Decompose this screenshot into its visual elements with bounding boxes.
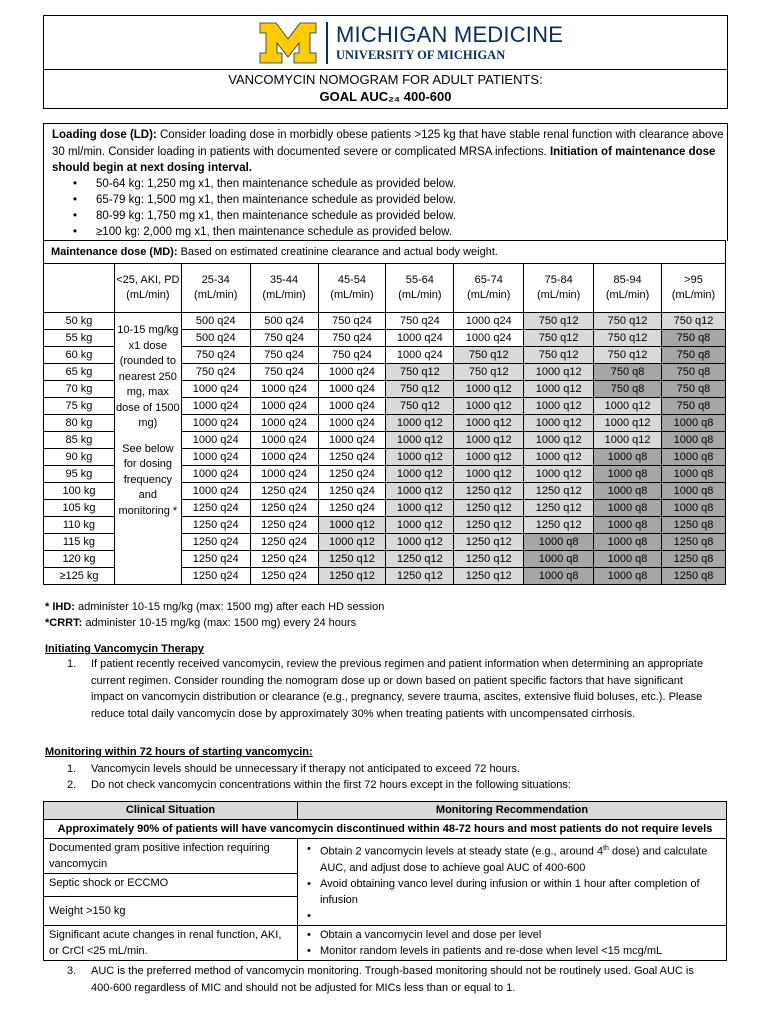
dose-cell: 750 q8 [661, 347, 725, 364]
monitoring-recommendation-header: Monitoring Recommendation [298, 802, 727, 820]
dose-cell: 1000 q8 [661, 483, 725, 500]
dose-cell: 1250 q24 [250, 568, 318, 585]
weight-cell: 60 kg [44, 347, 115, 364]
dose-cell: 1250 q12 [454, 551, 524, 568]
dose-cell: 1000 q12 [594, 415, 662, 432]
dose-cell: 1250 q12 [454, 500, 524, 517]
dose-cell: 500 q24 [181, 330, 250, 347]
dose-cell: 1250 q12 [524, 517, 594, 534]
col-header: 75-84 (mL/min) [524, 264, 594, 313]
monitoring-item-3: 3. AUC is the preferred method of vancomycin monitoring. Trough-based monitoring should not be routinely used. Goal AUC is 400-600 regardless of MIC and should not be adjusted for MICs less than or equal to 1. [67, 965, 694, 994]
dose-cell: 1000 q12 [454, 381, 524, 398]
dose-cell: 1250 q12 [454, 568, 524, 585]
dose-cell: 750 q24 [181, 364, 250, 381]
dose-cell: 1000 q8 [661, 500, 725, 517]
dose-cell: 1250 q24 [250, 483, 318, 500]
dose-cell: 1000 q8 [661, 432, 725, 449]
brand-name: MICHIGAN MEDICINE [336, 22, 564, 47]
dose-cell: 750 q24 [250, 364, 318, 381]
col-header: <25, AKI, PD (mL/min) [114, 264, 181, 313]
dose-cell: 750 q24 [318, 330, 386, 347]
table-header-row [44, 264, 726, 313]
dose-cell: 1000 q12 [386, 534, 454, 551]
dose-cell: 1250 q8 [661, 551, 725, 568]
weight-cell: 70 kg [44, 381, 115, 398]
recommendation-bullet-1: • Obtain 2 vancomycin levels at steady state (e.g., around 4th dose) and calculate AUC, and adjust dose to achieve goal AUC of 400-600 [303, 841, 721, 876]
dose-cell: 1250 q24 [250, 551, 318, 568]
dose-cell: 1000 q8 [661, 449, 725, 466]
dose-cell: 1000 q24 [318, 381, 386, 398]
loading-dose-paragraph [52, 127, 724, 177]
dose-cell: 1000 q24 [181, 415, 250, 432]
recommendation-bullet-3: • Obtain a vancomycin level and dose per level [303, 927, 721, 943]
dose-cell: 1000 q8 [661, 415, 725, 432]
dose-cell: 1000 q12 [386, 517, 454, 534]
col-header: 35-44 (mL/min) [250, 264, 318, 313]
dose-cell: 750 q12 [661, 313, 725, 330]
dose-cell: 1250 q12 [318, 551, 386, 568]
dose-cell: 1000 q24 [386, 347, 454, 364]
weight-cell: 65 kg [44, 364, 115, 381]
dose-cell: 1000 q8 [594, 551, 662, 568]
dose-cell: 1000 q12 [524, 432, 594, 449]
dose-cell: 1250 q8 [661, 534, 725, 551]
dose-cell: 1000 q12 [454, 432, 524, 449]
dose-cell: 1000 q24 [181, 466, 250, 483]
dose-cell: 750 q8 [661, 330, 725, 347]
dose-cell: 1000 q12 [386, 500, 454, 517]
weight-cell: 120 kg [44, 551, 115, 568]
dose-cell: 1250 q24 [181, 568, 250, 585]
dose-cell: 1250 q12 [524, 500, 594, 517]
dose-cell: 1000 q12 [524, 449, 594, 466]
maintenance-dose-label: Maintenance dose (MD): [51, 246, 178, 258]
col-header: 85-94 (mL/min) [594, 264, 662, 313]
weight-cell: ≥125 kg [44, 568, 115, 585]
dose-cell: 1000 q8 [594, 466, 662, 483]
situation-septic-shock: Septic shock or ECCMO [44, 874, 298, 897]
document-title: VANCOMYCIN NOMOGRAM FOR ADULT PATIENTS: [228, 72, 543, 87]
dose-cell: 1000 q24 [454, 330, 524, 347]
dose-cell: 1000 q12 [454, 415, 524, 432]
dose-cell: 1000 q12 [524, 466, 594, 483]
weight-cell: 55 kg [44, 330, 115, 347]
clinical-situation-header: Clinical Situation [44, 802, 298, 820]
initiating-item-1: 1. If patient recently received vancomycin, review the previous regimen and patient information when determining an appropriate current regimen. Consider rounding the nomogram dose up or down based on patient specific factors that have significant impact on vancomycin distribution or clearance (e.g., pregnancy, severe trauma, ascites, extensive fluid boluses, etc.). Please reduce total daily vancomycin dose by approximately 30% when treating patients with uncompensated cirrhosis. [67, 658, 704, 720]
dose-cell: 1000 q24 [250, 415, 318, 432]
dose-cell: 1000 q12 [386, 483, 454, 500]
logo-divider [326, 22, 328, 64]
loading-dose-text: Consider loading dose in morbidly obese patients >125 kg that have stable renal function with clearance above 30 ml/min. Consider loading in patients with documented severe or complicated MRSA infections. [52, 129, 724, 158]
dose-cell: 750 q12 [594, 330, 662, 347]
dose-cell: 1000 q12 [318, 534, 386, 551]
dose-cell: 1000 q24 [181, 381, 250, 398]
dose-cell: 750 q8 [661, 398, 725, 415]
dose-cell: 1000 q12 [454, 466, 524, 483]
dose-cell: 1000 q8 [524, 534, 594, 551]
dose-cell: 750 q12 [454, 364, 524, 381]
dose-cell: 750 q12 [386, 398, 454, 415]
dose-cell: 1250 q12 [386, 568, 454, 585]
dose-cell: 750 q24 [250, 330, 318, 347]
dose-cell: 1000 q24 [181, 398, 250, 415]
loading-dose-label: Loading dose (LD): [52, 129, 157, 141]
dose-cell: 1000 q24 [181, 432, 250, 449]
dose-cell: 1000 q24 [250, 381, 318, 398]
monitoring-title: Monitoring within 72 hours of starting vancomycin: [45, 746, 313, 758]
dose-cell: 1250 q8 [661, 517, 725, 534]
dose-cell: 750 q24 [250, 347, 318, 364]
monitoring-table [43, 801, 727, 961]
dose-cell: 750 q8 [661, 381, 725, 398]
dose-cell: 1000 q24 [386, 330, 454, 347]
weight-cell: 90 kg [44, 449, 115, 466]
dose-cell: 1250 q24 [318, 500, 386, 517]
weight-cell: 85 kg [44, 432, 115, 449]
dose-cell: 1250 q24 [181, 517, 250, 534]
dose-cell: 1250 q12 [524, 483, 594, 500]
maintenance-dose-text: Based on estimated creatinine clearance and actual body weight. [177, 246, 498, 258]
dose-cell: 1250 q24 [318, 449, 386, 466]
dose-cell: 750 q12 [454, 347, 524, 364]
dose-cell: 1000 q24 [318, 432, 386, 449]
dose-cell: 1000 q12 [386, 466, 454, 483]
dose-cell: 1000 q12 [594, 398, 662, 415]
dose-cell: 1250 q24 [250, 500, 318, 517]
dose-cell: 1000 q12 [454, 449, 524, 466]
dose-cell: 1000 q24 [250, 449, 318, 466]
dose-cell: 1000 q12 [386, 449, 454, 466]
document-goal: GOAL AUC₂₄ 400-600 [319, 89, 452, 104]
dose-cell: 1000 q12 [524, 415, 594, 432]
dose-cell: 1000 q24 [250, 398, 318, 415]
dose-cell: 500 q24 [250, 313, 318, 330]
weight-cell: 100 kg [44, 483, 115, 500]
situation-weight: Weight >150 kg [44, 897, 298, 926]
monitoring-item-1: 1. Vancomycin levels should be unnecessary if therapy not anticipated to exceed 72 hours. [67, 763, 521, 775]
dose-cell: 1000 q8 [594, 500, 662, 517]
dose-cell: 1000 q12 [594, 432, 662, 449]
dose-cell: 750 q8 [661, 364, 725, 381]
steady-state-recommendation [298, 839, 727, 926]
dose-cell: 1000 q12 [524, 364, 594, 381]
dose-cell: 1000 q12 [454, 398, 524, 415]
dose-cell: 1000 q24 [318, 364, 386, 381]
weight-cell: 110 kg [44, 517, 115, 534]
situation-gram-positive: Documented gram positive infection requiring vancomycin [44, 839, 298, 874]
dose-cell: 500 q24 [181, 313, 250, 330]
dose-cell: 750 q12 [524, 313, 594, 330]
dose-cell: 1000 q12 [524, 398, 594, 415]
recommendation-bullet-2: • Avoid obtaining vanco level during infusion or within 1 hour after completion of infusion [303, 876, 721, 908]
dose-cell: 750 q8 [594, 381, 662, 398]
dose-cell: 750 q12 [386, 364, 454, 381]
weight-cell: 95 kg [44, 466, 115, 483]
dose-cell: 1250 q12 [454, 483, 524, 500]
dose-cell: 1000 q12 [386, 432, 454, 449]
dose-cell: 1250 q24 [181, 500, 250, 517]
dose-cell: 1000 q24 [181, 449, 250, 466]
dose-cell: 1000 q12 [386, 415, 454, 432]
dose-cell: 1000 q24 [250, 432, 318, 449]
dose-cell: 1250 q24 [250, 517, 318, 534]
dose-cell: 1000 q24 [318, 398, 386, 415]
dose-cell: 1250 q12 [386, 551, 454, 568]
dose-cell: 1000 q8 [594, 568, 662, 585]
dose-cell: 1250 q24 [181, 534, 250, 551]
weight-cell: 115 kg [44, 534, 115, 551]
dose-cell: 750 q12 [524, 330, 594, 347]
dose-cell: 1000 q12 [524, 381, 594, 398]
crrt-note: *CRRT: administer 10-15 mg/kg (max: 1500 mg) every 24 hours [45, 617, 357, 629]
dose-cell: 750 q8 [594, 364, 662, 381]
weight-cell: 105 kg [44, 500, 115, 517]
dose-cell: 1000 q8 [594, 449, 662, 466]
col-header: 65-74 (mL/min) [454, 264, 524, 313]
maintenance-dose-row [44, 241, 726, 264]
dose-cell: 1000 q8 [524, 551, 594, 568]
renal-recommendation [298, 926, 727, 961]
dose-cell: 750 q12 [386, 381, 454, 398]
dose-cell: 750 q12 [524, 347, 594, 364]
dose-cell: 1000 q24 [250, 466, 318, 483]
dose-cell: 750 q12 [594, 313, 662, 330]
dose-cell: 1000 q8 [594, 534, 662, 551]
dose-cell: 750 q12 [594, 347, 662, 364]
header-box [43, 15, 728, 109]
dose-cell: 1250 q8 [661, 568, 725, 585]
col-header: 55-64 (mL/min) [386, 264, 454, 313]
col-header: 25-34 (mL/min) [181, 264, 250, 313]
header-divider [44, 69, 727, 70]
dose-cell: 1000 q8 [524, 568, 594, 585]
dose-cell: 1000 q12 [318, 517, 386, 534]
dose-cell: 750 q24 [318, 313, 386, 330]
col-header: >95 (mL/min) [661, 264, 725, 313]
nomogram-table [43, 240, 726, 585]
dose-cell: 1000 q24 [454, 313, 524, 330]
loading-dose-box: Loading dose (LD): Consider loading dose in morbidly obese patients >125 kg that have stable renal function with clearance above 30 ml/min. Consider loading in patients with documented severe or complicated MRSA infections. Initiation of maintenance dose should begin at next dosing interval. 50-64 kg: 1,250 mg x1, then maintenance schedule as provided below. 65-79 kg: 1,500 mg x1, then maintenance schedule as provided below. 80-99 kg: 1,750 mg x1, then maintenance schedule as provided below. ≥100 kg: 2,000 mg x1, then maintenance schedule as provided below. [43, 123, 728, 241]
dose-cell: 1250 q24 [318, 466, 386, 483]
dose-cell: 1250 q12 [318, 568, 386, 585]
recommendation-bullet-4: • Monitor random levels in patients and re-dose when level <15 mcg/mL [303, 943, 721, 959]
monitoring-summary-row: Approximately 90% of patients will have vancomycin discontinued within 48-72 hours and most patients do not require levels [44, 820, 727, 839]
recommendation-bullet-empty [303, 908, 721, 924]
monitoring-item-2: 2. Do not check vancomycin concentrations within the first 72 hours except in the following situations: [67, 779, 571, 791]
ihd-note: * IHD: administer 10-15 mg/kg (max: 1500 mg) after each HD session [45, 601, 385, 613]
dose-cell: 1250 q24 [181, 551, 250, 568]
dose-cell: 1250 q24 [318, 483, 386, 500]
dose-cell: 1250 q24 [250, 534, 318, 551]
weight-header-cell [44, 264, 115, 313]
dose-cell: 1250 q12 [454, 534, 524, 551]
situation-renal-changes: Significant acute changes in renal function, AKI, or CrCl <25 mL/min. [44, 926, 298, 961]
dose-cell: 750 q24 [318, 347, 386, 364]
weight-cell: 80 kg [44, 415, 115, 432]
low-clearance-dose-cell: 10-15 mg/kg x1 dose (rounded to nearest 250 mg, max dose of 1500 mg) See below for dosing frequency and monitoring * [114, 313, 181, 585]
dose-cell: 750 q24 [181, 347, 250, 364]
block-m-logo-icon [258, 21, 318, 65]
dose-cell: 1000 q8 [661, 466, 725, 483]
dose-cell: 1250 q12 [454, 517, 524, 534]
col-header: 45-54 (mL/min) [318, 264, 386, 313]
weight-cell: 75 kg [44, 398, 115, 415]
dose-cell: 1000 q24 [318, 415, 386, 432]
weight-cell: 50 kg [44, 313, 115, 330]
dose-cell: 750 q24 [386, 313, 454, 330]
dose-cell: 1000 q8 [594, 483, 662, 500]
brand-subtitle: UNIVERSITY OF MICHIGAN [336, 48, 506, 62]
table-row [44, 313, 726, 330]
dose-cell: 1000 q8 [594, 517, 662, 534]
initiating-title: Initiating Vancomycin Therapy [45, 643, 204, 655]
loading-dose-bold-note: Initiation of maintenance dose should begin at next dosing interval. [52, 145, 716, 174]
dose-cell: 1000 q24 [181, 483, 250, 500]
